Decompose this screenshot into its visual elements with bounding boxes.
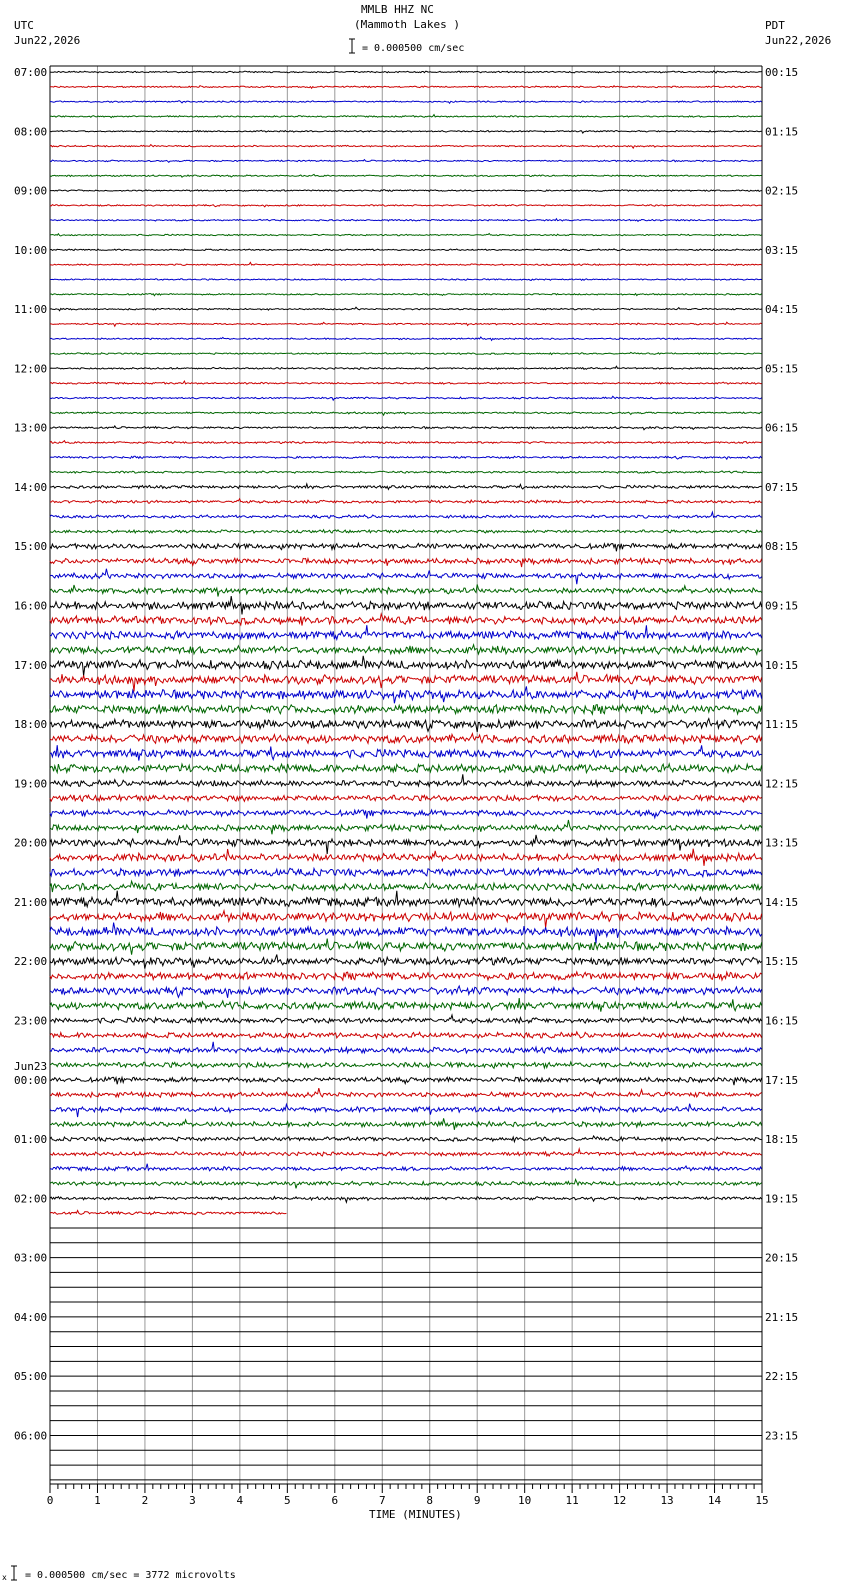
trace-row <box>50 1062 762 1068</box>
trace-row <box>50 381 762 384</box>
pdt-hour-label: 14:15 <box>765 895 799 909</box>
trace-row <box>50 558 762 567</box>
utc-hour-label: 12:00 <box>14 362 48 376</box>
trace-row <box>50 745 762 760</box>
trace-row <box>50 569 762 585</box>
utc-hour-label: 08:00 <box>14 125 48 139</box>
utc-hour-label: 13:00 <box>14 421 48 435</box>
x-tick-label: 9 <box>473 1494 481 1507</box>
trace-row <box>50 1077 762 1085</box>
utc-hour-label: 14:00 <box>14 480 48 494</box>
x-tick-label: 0 <box>46 1494 54 1507</box>
trace-row <box>50 868 762 876</box>
pdt-hour-label: 16:15 <box>765 1014 799 1028</box>
utc-hour-label: 16:00 <box>14 599 48 613</box>
trace-row <box>50 835 762 854</box>
trace-row <box>50 923 762 944</box>
trace-row <box>50 625 762 639</box>
trace-row <box>50 115 762 118</box>
trace-row <box>50 249 762 251</box>
trace-row <box>50 656 762 676</box>
trace-row <box>50 705 762 715</box>
trace-row <box>50 366 762 369</box>
trace-row <box>50 1088 762 1098</box>
x-axis-title: TIME (MINUTES) <box>369 1508 462 1521</box>
trace-row <box>50 484 762 490</box>
trace-row <box>50 71 762 73</box>
trace-row <box>50 1104 762 1117</box>
utc-hour-label: 02:00 <box>14 1192 48 1206</box>
pdt-hour-label: 15:15 <box>765 955 799 969</box>
location-title: (Mammoth Lakes ) <box>354 18 460 31</box>
x-tick-label: 2 <box>141 1494 149 1507</box>
pdt-hour-label: 06:15 <box>765 421 799 435</box>
utc-hour-label: 20:00 <box>14 836 48 850</box>
pdt-hour-label: 20:15 <box>765 1251 799 1265</box>
utc-hour-label: 09:00 <box>14 184 48 198</box>
x-tick-label: 8 <box>426 1494 434 1507</box>
pdt-hour-label: 19:15 <box>765 1192 799 1206</box>
footer-mark: x <box>2 1573 7 1582</box>
utc-hour-label: 00:00 <box>14 1073 48 1087</box>
pdt-hour-label: 12:15 <box>765 777 799 791</box>
trace-row <box>50 234 762 237</box>
utc-hour-label: 01:00 <box>14 1133 48 1147</box>
pdt-hour-label: 22:15 <box>765 1370 799 1384</box>
trace-row <box>50 891 762 907</box>
trace-row <box>50 1032 762 1038</box>
pdt-hour-label: 17:15 <box>765 1073 799 1087</box>
trace-row <box>50 160 762 163</box>
trace-row <box>50 530 762 533</box>
utc-hour-label: 04:00 <box>14 1310 48 1324</box>
utc-hour-label: 15:00 <box>14 540 48 554</box>
pdt-hour-label: 08:15 <box>765 540 799 554</box>
trace-row <box>50 145 762 149</box>
trace-row <box>50 130 762 133</box>
pdt-hour-label: 21:15 <box>765 1310 799 1324</box>
trace-row <box>50 1211 286 1215</box>
trace-row <box>50 1015 762 1023</box>
pdt-hour-label: 09:15 <box>765 599 799 613</box>
trace-row <box>50 1180 762 1189</box>
utc-date-label: Jun22,2026 <box>14 34 81 47</box>
x-tick-label: 10 <box>518 1494 532 1507</box>
trace-row <box>50 1164 762 1171</box>
trace-row <box>50 795 762 802</box>
pdt-hour-label: 07:15 <box>765 480 799 494</box>
trace-row <box>50 719 762 732</box>
pdt-zone-label: PDT <box>765 19 785 32</box>
x-tick-label: 1 <box>94 1494 101 1507</box>
utc-hour-label: 07:00 <box>14 66 48 79</box>
utc-hour-label: 23:00 <box>14 1014 48 1028</box>
trace-row <box>50 1149 762 1156</box>
utc-hour-label: 19:00 <box>14 777 48 791</box>
trace-row <box>50 219 762 222</box>
trace-row <box>50 543 762 551</box>
trace-row <box>50 849 762 866</box>
trace-row <box>50 972 762 980</box>
pdt-hour-label: 03:15 <box>765 243 799 257</box>
trace-row <box>50 1042 762 1053</box>
x-tick-label: 4 <box>236 1494 244 1507</box>
trace-row <box>50 322 762 326</box>
trace-row <box>50 955 762 969</box>
x-tick-label: 11 <box>565 1494 579 1507</box>
pdt-hour-label: 04:15 <box>765 303 799 317</box>
utc-hour-label: 11:00 <box>14 303 48 317</box>
utc-hour-label: 22:00 <box>14 955 48 969</box>
pdt-hour-label: 01:15 <box>765 125 799 139</box>
x-tick-label: 15 <box>755 1494 769 1507</box>
trace-row <box>50 686 762 703</box>
trace-row <box>50 585 762 597</box>
pdt-hour-label: 18:15 <box>765 1133 799 1147</box>
trace-row <box>50 1136 762 1142</box>
trace-row <box>50 412 762 415</box>
trace-row <box>50 1118 762 1129</box>
trace-row <box>50 499 762 503</box>
utc-hour-label: 06:00 <box>14 1429 48 1443</box>
trace-row <box>50 279 762 281</box>
scale-bar-icons <box>11 39 355 1580</box>
pdt-hour-label: 00:15 <box>765 66 799 79</box>
trace-row <box>50 645 762 655</box>
trace-row <box>50 456 762 459</box>
utc-hour-label: 17:00 <box>14 658 48 672</box>
station-title: MMLB HHZ NC <box>361 3 434 16</box>
trace-row <box>50 998 762 1012</box>
pdt-hour-label: 02:15 <box>765 184 799 198</box>
trace-row <box>50 764 762 773</box>
utc-zone-label: UTC <box>14 19 34 32</box>
footer-scale-label: = 0.000500 cm/sec = 3772 microvolts <box>25 1570 236 1581</box>
trace-row <box>50 820 762 834</box>
utc-hour-label: 21:00 <box>14 895 48 909</box>
x-tick-label: 7 <box>378 1494 386 1507</box>
x-tick-label: 13 <box>660 1494 674 1507</box>
trace-row <box>50 672 762 692</box>
trace-row <box>50 86 762 89</box>
x-tick-label: 12 <box>612 1494 627 1507</box>
x-tick-label: 5 <box>284 1494 291 1507</box>
trace-row <box>50 262 762 265</box>
pdt-hour-label: 10:15 <box>765 658 799 672</box>
pdt-hour-label: 05:15 <box>765 362 799 376</box>
pdt-hour-label: 23:15 <box>765 1429 799 1443</box>
x-tick-label: 3 <box>189 1494 196 1507</box>
utc-hour-label: 18:00 <box>14 718 48 732</box>
x-tick-label: 6 <box>331 1494 339 1507</box>
trace-row <box>50 774 762 786</box>
trace-row <box>50 614 762 626</box>
trace-row <box>50 471 762 473</box>
date-change-label: Jun23 <box>14 1059 48 1073</box>
trace-row <box>50 881 762 892</box>
trace-row <box>50 911 762 928</box>
trace-row <box>50 294 762 296</box>
trace-row <box>50 204 762 206</box>
trace-row <box>50 1197 762 1203</box>
trace-row <box>50 986 762 998</box>
trace-row <box>50 596 762 614</box>
trace-row <box>50 939 762 955</box>
trace-row <box>50 174 762 177</box>
trace-row <box>50 352 762 354</box>
scale-label: = 0.000500 cm/sec <box>362 43 465 54</box>
trace-row <box>50 396 762 400</box>
trace-row <box>50 307 762 311</box>
pdt-date-label: Jun22,2026 <box>765 34 832 47</box>
trace-row <box>50 734 762 744</box>
trace-row <box>50 426 762 430</box>
trace-row <box>50 810 762 819</box>
trace-row <box>50 337 762 340</box>
utc-hour-label: 03:00 <box>14 1251 48 1265</box>
trace-row <box>50 190 762 192</box>
pdt-hour-label: 13:15 <box>765 836 799 850</box>
utc-hour-label: 10:00 <box>14 243 48 257</box>
trace-row <box>50 101 762 104</box>
trace-row <box>50 512 762 518</box>
trace-row <box>50 441 762 444</box>
x-tick-label: 14 <box>707 1494 722 1507</box>
utc-hour-label: 05:00 <box>14 1370 48 1384</box>
pdt-hour-label: 11:15 <box>765 718 799 732</box>
